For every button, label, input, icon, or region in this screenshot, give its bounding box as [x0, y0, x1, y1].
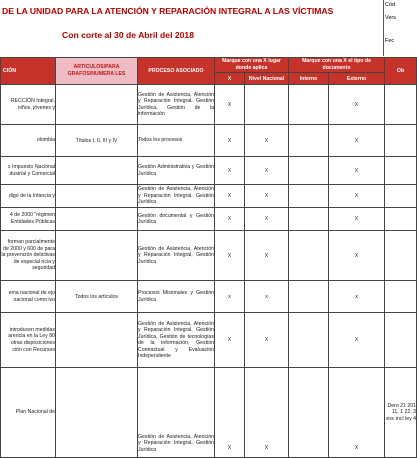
- cell-articulos: [56, 185, 138, 208]
- normative-table: [0, 57, 417, 458]
- cell-mark: [289, 313, 329, 368]
- cell-mark: [289, 368, 329, 458]
- cell-mark: X: [329, 85, 385, 125]
- cell-proceso: Gestión documental y Gestión Jurídica: [138, 208, 215, 231]
- cell-proceso: Gestión de Asistencia, Atención y Reparación Integral, Gestión Jurídica, Gestión de tecnologías de la información, Gestión Contractual y Evaluación Independiente: [138, 313, 215, 368]
- cell-mark: X: [329, 368, 385, 458]
- cell-mark: x: [215, 281, 245, 313]
- cell-mark: X: [215, 185, 245, 208]
- cell-mark: X: [329, 185, 385, 208]
- cell-proceso: Todos los procesos: [138, 125, 215, 157]
- cell-proceso: Gestión de Asistencia, Atención y Reparación Integral, Gestión Jurídica: [138, 185, 215, 208]
- table-row: [1, 125, 417, 157]
- title-line-1: DE LA UNIDAD PARA LA ATENCIÓN Y REPARACIÓN INTEGRAL A LAS VÍCTIMAS: [2, 6, 334, 16]
- cell-mark: [289, 208, 329, 231]
- cell-mark: X: [215, 313, 245, 368]
- cell-proceso: Gestión de Asistencia, Atención y Reparación Integral, Gestión Jurídica: [138, 231, 215, 281]
- cell-extra: [385, 85, 417, 125]
- cell-mark: [245, 85, 289, 125]
- header-proceso: PROCESO ASOCIADO: [138, 58, 215, 85]
- subheader-x: X: [215, 73, 245, 85]
- cell-mark: X: [215, 85, 245, 125]
- cell-mark: X: [329, 157, 385, 185]
- cell-norma: 4 de 2000 "régimen Entidades Públicas: [1, 208, 56, 231]
- cell-norma: RECCIÓN Integral, niños, jóvenes y: [1, 85, 56, 125]
- cell-mark: X: [215, 157, 245, 185]
- cell-proceso: Gestión de Asistencia, Atención y Reparación Integral, Gestión Jurídica: [138, 368, 215, 458]
- title-line-2: Con corte al 30 de Abril del 2018: [62, 30, 194, 40]
- cell-proceso: Gestión de Asistencia, Atención y Reparación Integral, Gestión Jurídica, Gestión de la información: [138, 85, 215, 125]
- cell-norma: Plan Nacional de: [1, 368, 56, 458]
- header-norma: CIÓN: [1, 58, 56, 85]
- table-row: [1, 368, 417, 458]
- cell-mark: x: [245, 281, 289, 313]
- cell-mark: X: [245, 231, 289, 281]
- subheader-interno: Interno: [289, 73, 329, 85]
- cell-mark: X: [215, 368, 245, 458]
- cell-mark: X: [215, 231, 245, 281]
- cell-extra: [385, 185, 417, 208]
- subheader-externo: Externo: [329, 73, 385, 85]
- cell-extra: [385, 125, 417, 157]
- cell-proceso: Procesos Misionales y Gestión Jurídica: [138, 281, 215, 313]
- cell-articulos: [56, 368, 138, 458]
- table-row: [1, 85, 417, 125]
- document-meta-box: [383, 0, 401, 56]
- cell-articulos: [56, 231, 138, 281]
- cell-norma: olombia: [1, 125, 56, 157]
- table-row: [1, 185, 417, 208]
- meta-code-label: Cód: [385, 2, 396, 8]
- cell-mark: X: [245, 125, 289, 157]
- cell-articulos: Todos los artículos: [56, 281, 138, 313]
- cell-norma: introducen medidas arencia en la Ley 80 otras disposiciones ción con Recursos: [1, 313, 56, 368]
- cell-extra: Dero 21 201 11, 1 22, 3 exc incl ley 4: [385, 368, 417, 458]
- cell-norma: s Impuesto Nacional dustrial y Comercial: [1, 157, 56, 185]
- cell-mark: [289, 125, 329, 157]
- header-articulos: ARTICULOS/PARA GRAFOS/NUMERA LES: [56, 58, 138, 85]
- cell-mark: [289, 231, 329, 281]
- cell-norma: ema nacional de ejo nacional como ivo: [1, 281, 56, 313]
- table-row: [1, 157, 417, 185]
- cell-mark: [289, 281, 329, 313]
- cell-mark: [289, 85, 329, 125]
- subheader-nivel-nacional: Nivel Nacional: [245, 73, 289, 85]
- cell-extra: [385, 231, 417, 281]
- header-marque-aplica: Marque con una X lugar donde aplica: [215, 58, 289, 73]
- cell-mark: [289, 185, 329, 208]
- cell-mark: x: [329, 281, 385, 313]
- cell-extra: [385, 281, 417, 313]
- cell-articulos: [56, 85, 138, 125]
- cell-articulos: [56, 313, 138, 368]
- cell-mark: [289, 157, 329, 185]
- cell-mark: X: [329, 208, 385, 231]
- table-row: [1, 231, 417, 281]
- cell-mark: X: [245, 208, 289, 231]
- header-observaciones: Ob: [385, 58, 417, 85]
- cell-articulos: [56, 208, 138, 231]
- cell-mark: X: [215, 208, 245, 231]
- cell-proceso: Gestión Administrativa y Gestión Jurídica: [138, 157, 215, 185]
- cell-mark: X: [329, 313, 385, 368]
- header-marque-tipo: Marque con una X el tipo de documento: [289, 58, 385, 73]
- table-row: [1, 208, 417, 231]
- cell-articulos: [56, 157, 138, 185]
- meta-version-label: Vers: [385, 15, 397, 21]
- cell-mark: X: [215, 125, 245, 157]
- cell-mark: X: [245, 313, 289, 368]
- document-title: [0, 0, 385, 56]
- cell-extra: [385, 157, 417, 185]
- cell-mark: X: [245, 368, 289, 458]
- table-row: [1, 313, 417, 368]
- cell-norma: forman parcialmente de 2000 y 600 de para la prevención delictivas de especial ncia y seguridad: [1, 231, 56, 281]
- cell-extra: [385, 208, 417, 231]
- cell-norma: digo de la Infancia y: [1, 185, 56, 208]
- cell-mark: X: [329, 125, 385, 157]
- cell-extra: [385, 313, 417, 368]
- cell-mark: X: [245, 185, 289, 208]
- cell-mark: X: [245, 157, 289, 185]
- cell-articulos: Títulos I, II, III y IV: [56, 125, 138, 157]
- table-row: [1, 281, 417, 313]
- cell-mark: X: [329, 231, 385, 281]
- meta-date-label: Fec: [385, 38, 395, 44]
